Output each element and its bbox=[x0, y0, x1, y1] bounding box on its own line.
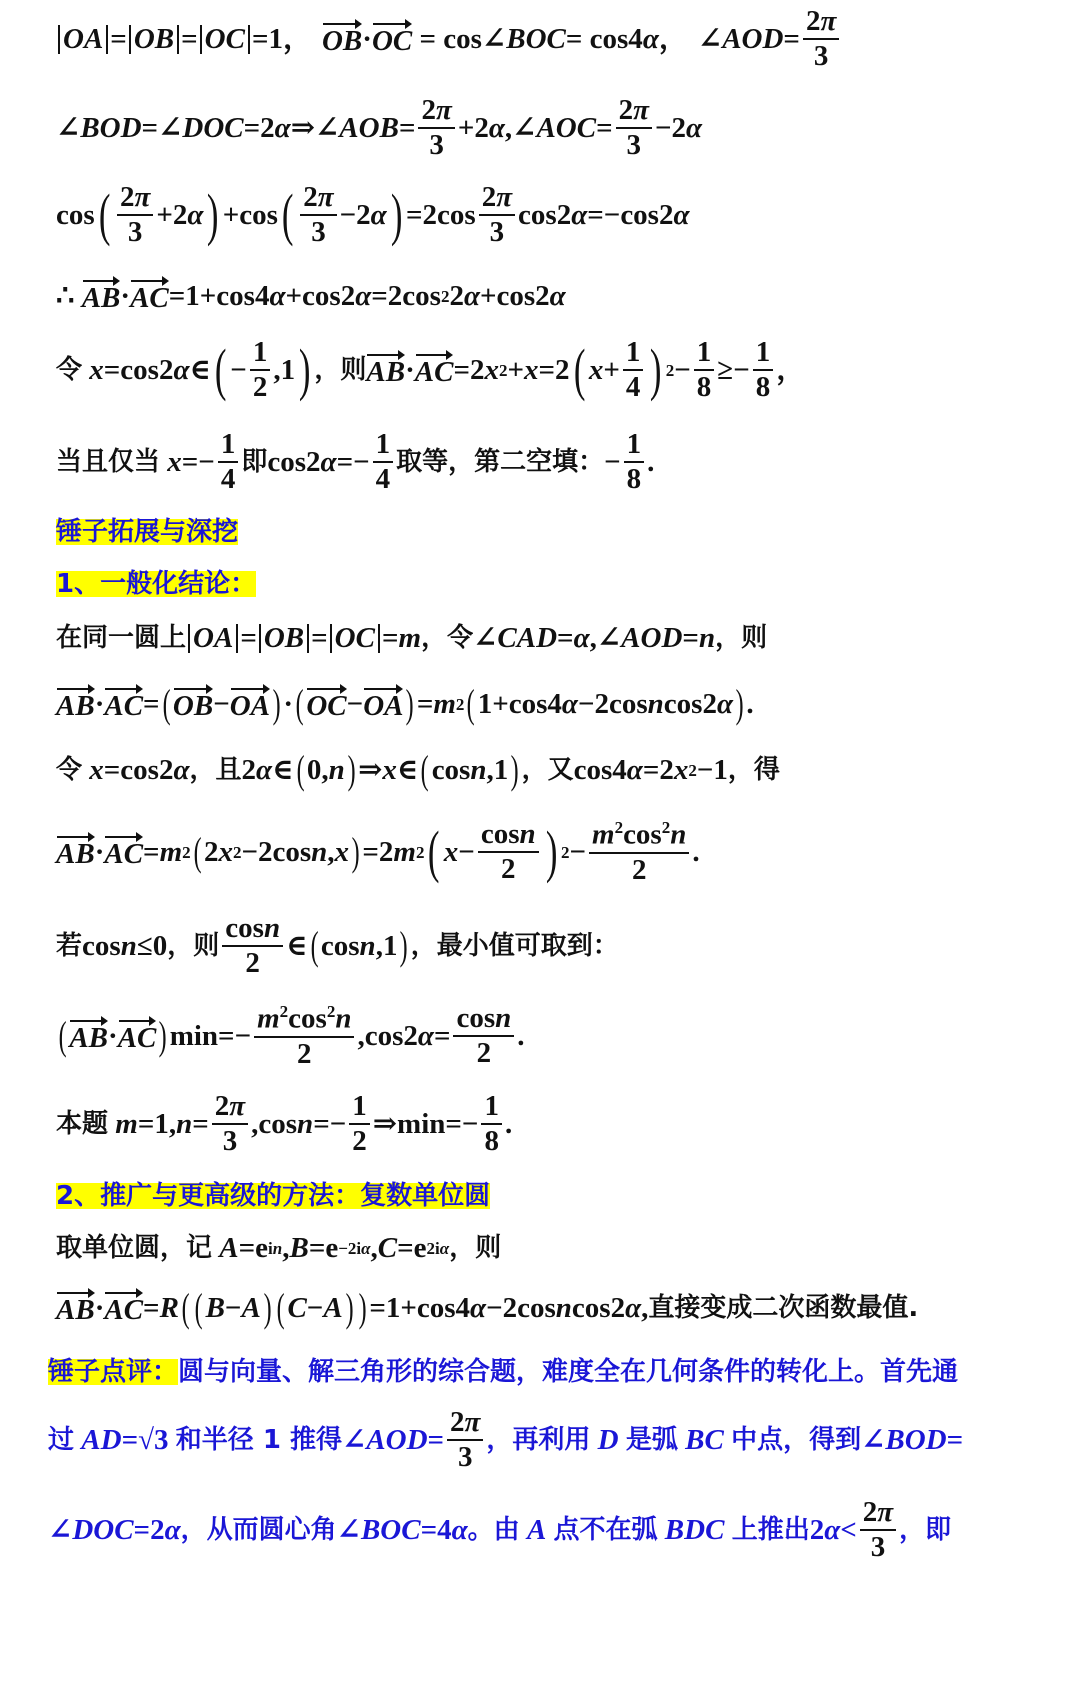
math-line-2: ∠ BOD =∠ DOC =2 α ⇒∠ AOB = $\frac{2\pi}{3}$ +2 α ,∠ AOC = $\frac{2\pi}{3}$ −2 α bbox=[56, 94, 703, 161]
math-line-10: AB · AC = ( OB − OA ) · ( OC − OA ) = m 2 ( 1+cos4 α −2cos n cos2 α ) . bbox=[56, 681, 754, 726]
math-line-4: ∴ AB · AC =1+cos4 α +cos2 α =2cos 2 2 α +cos2 α bbox=[56, 279, 566, 314]
section-heading-general: 1、一般化结论： bbox=[56, 569, 257, 599]
math-line-18: AB · AC = R ( ( B − A ) ( C − A ) ) =1+cos4 α −2cos n cos2 α , 直接变成二次函数最值. bbox=[56, 1285, 919, 1330]
comment-line-1: 锤子点评： 圆与向量、解三角形的综合题，难度全在几何条件的转化上。首先通 bbox=[48, 1357, 959, 1387]
math-line-17: 取单位圆，记 A =e in , B =e −2iα , C =e 2iα ，则 bbox=[56, 1231, 502, 1264]
math-line-5: 令 x =cos2 α ∈ ( − $\frac{1}{2}$ ,1 ) ，则 AB · AC =2 x 2 + x =2 ( x + $\frac{1}{4}$ ) 2 − $\frac{1}{8}$ ≥− $\frac{1}{8}$ ， bbox=[56, 336, 806, 403]
section-heading-advanced: 2、推广与更高级的方法：复数单位圆 bbox=[56, 1181, 491, 1211]
math-line-11: 令 x =cos2 α ，且 2 α ∈ ( 0, n ) ⇒ x ∈ ( cos n ,1 ) ，又 cos4 α =2 x 2 −1 ，得 bbox=[56, 747, 780, 792]
math-line-14: ( AB · AC ) min=− $\frac{m^2\cos^2n}{2}$ ,cos2 α = $\frac{\cos n}{2}$ . bbox=[58, 1002, 525, 1070]
math-line-13: 若 cos n ≤0 ，则 $\frac{\cos n}{2}$ ∈ ( cos n ,1 ) ，最小值可取到： bbox=[56, 912, 619, 979]
comment-line-3: ∠ DOC =2 α ，从而圆心角 ∠ BOC =4 α 。由 A 点不在弧 BDC 上推出 2 α < $\frac{2\pi}{3}$ ，即 bbox=[48, 1496, 952, 1563]
math-line-3: cos ( $\frac{2\pi}{3}$ +2 α ) +cos ( $\frac{2\pi}{3}$ −2 α ) =2cos $\frac{2\pi}{3}$ cos2 α =−cos2 α bbox=[56, 181, 690, 248]
math-line-6: 当且仅当 x =− $\frac{1}{4}$ 即 cos2 α =− $\frac{1}{4}$ 取等，第二空填： − $\frac{1}{8}$ . bbox=[56, 428, 655, 495]
math-line-9: 在同一圆上 OA = OB = OC = m ，令 ∠ CAD = α ,∠ AOD = n ，则 bbox=[56, 621, 768, 654]
math-line-1: OA = OB = OC =1， OB · OC = cos∠ BOC = cos4 α ， ∠ AOD = $\frac{2\pi}{3}$ bbox=[56, 14, 842, 64]
section-heading-expansion: 锤子拓展与深挖 bbox=[56, 517, 239, 547]
math-line-15: 本题 m =1, n = $\frac{2\pi}{3}$ ,cos n =− $\frac{1}{2}$ ⇒min=− $\frac{1}{8}$ . bbox=[56, 1090, 513, 1157]
math-line-12: AB · AC = m 2 ( 2 x 2 −2cos n , x ) =2 m 2 ( x − $\frac{\cos n}{2}$ ) 2 − $\frac{m^2\cos^2n}{2}$ . bbox=[56, 818, 700, 886]
comment-line-2: 过 AD =√3 和半径 1 推得 ∠ AOD = $\frac{2\pi}{3}$ ，再利用 D 是弧 BC 中点，得到 ∠ BOD = bbox=[48, 1406, 964, 1473]
